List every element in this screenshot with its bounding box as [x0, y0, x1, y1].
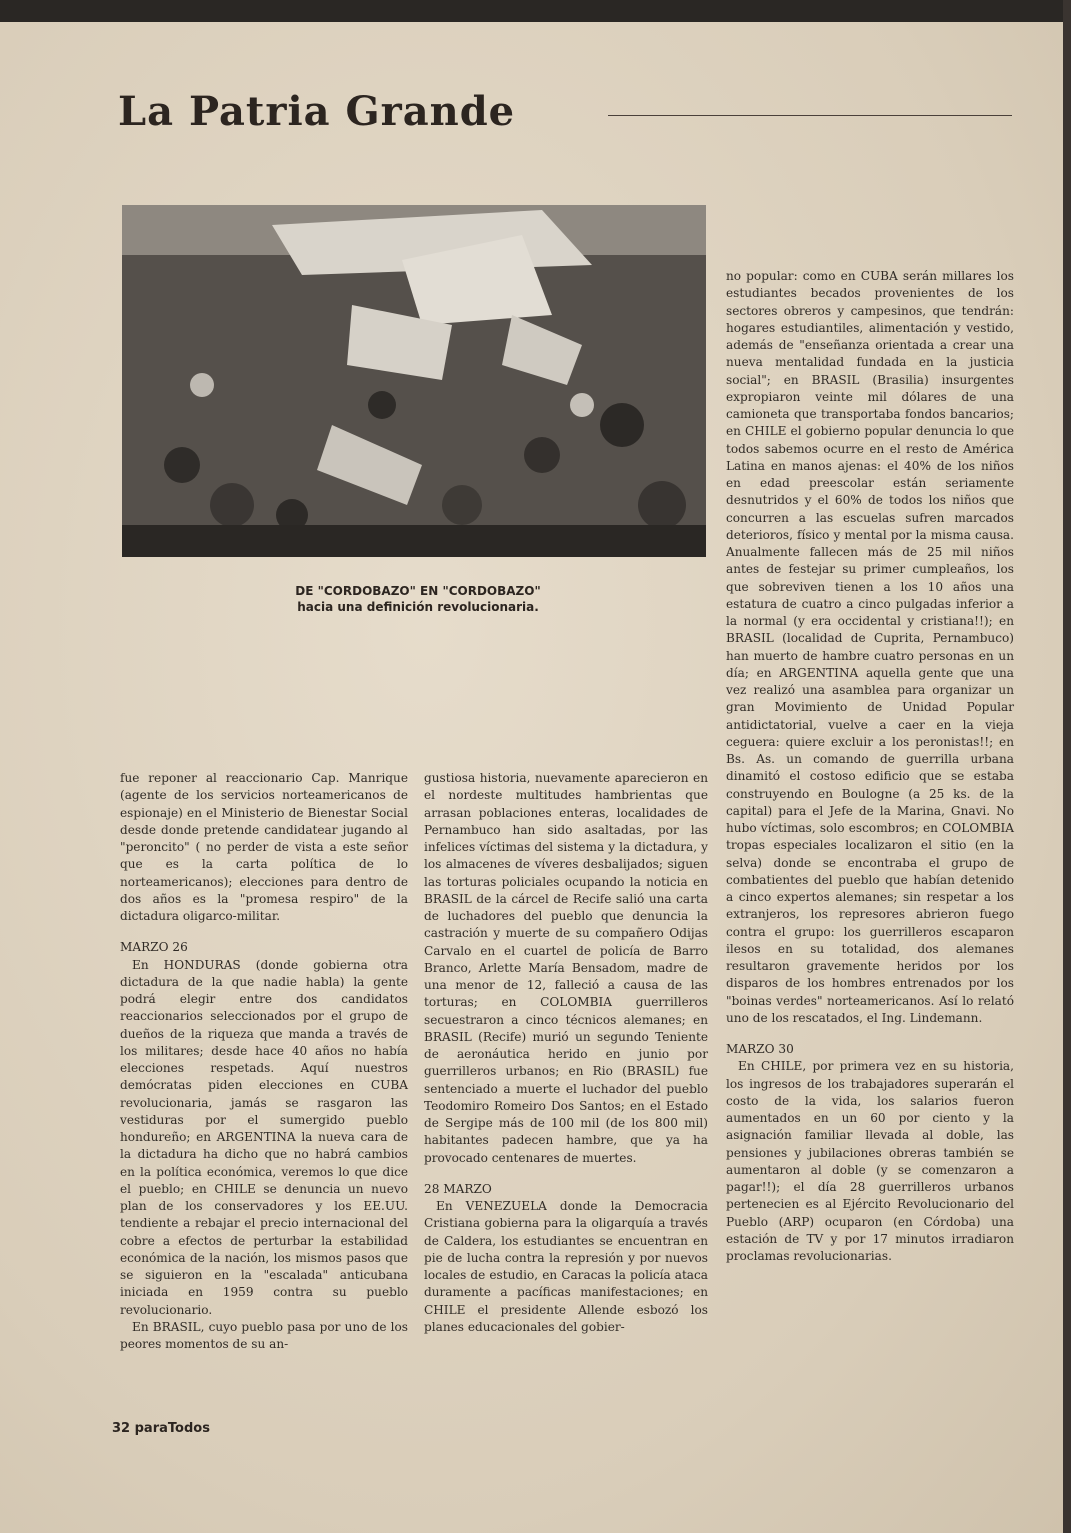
paragraph: En HONDURAS (donde gobierna otra dictadura de la que nadie habla) la gente podrá elegir entre dos candidatos reaccionarios seleccionados por el grupo de dueños de la riqueza que manda a través de los militares; desde hace 40 años no había elecciones respetads. Aquí nuestros demócratas piden elecciones en CUBA revolucionaria, jamás se rasgaron las vestiduras por el sumergido pueblo hondureño; en ARGENTINA la nueva cara de la dictadura ha dicho que no habrá cambios en la política económica, veremos lo que dice el pueblo; en CHILE se denuncia un nuevo plan de los conservadores y los EE.UU. tendiente a rebajar el precio internacional del cobre a efectos de perturbar la estabilidad económica de la nación, los mismos pasos que se siguieron en la "escalada" anticubana iniciada en 1959 contra su pueblo revolucionario.: [120, 957, 408, 1317]
paragraph: En VENEZUELA donde la Democracia Cristiana gobierna para la oligarquía a través de Caldera, los estudiantes se encuentran en pie de lucha contra la represión y por nuevos locales de estudio, en Caracas la policía ataca duramente a pacíficas manifestaciones; en CHILE el presidente Allende esbozó los planes educacionales del gobier-: [424, 1199, 708, 1334]
caption-line-2: hacia una definición revolucionaria.: [297, 600, 539, 614]
text-column-1: [120, 770, 408, 1353]
date-heading: 28 MARZO: [424, 1181, 492, 1196]
paragraph: En CHILE, por primera vez en su historia, los ingresos de los trabajadores superarán el costo de la vida, los salarios fueron aumentados en un 60 por ciento y la asignación familiar llevada al doble, las pensiones y jubilaciones obreras también se aumentaron al doble (y se comenzaron a pagar!!); el día 28 guerrilleros urbanos pertenecien es al Ejército Revolucionario del Pueblo (ARP) ocuparon (en Córdoba) una estación de TV y por 17 minutos irradiaron proclamas revolucionarias.: [726, 1059, 1014, 1263]
paragraph: En BRASIL, cuyo pueblo pasa por uno de los peores momentos de su an-: [120, 1319, 408, 1351]
crowd-photo-illustration: [122, 205, 706, 557]
text-column-3: [726, 268, 1014, 1265]
date-heading: MARZO 26: [120, 940, 188, 955]
paragraph: gustiosa historia, nuevamente aparecieron en el nordeste multitudes hambrientas que arrasan poblaciones enteras, localidades de Pernambuco han sido asaltadas, por las infelices víctimas del sistema y la dictadura, y los almacenes de víveres desbalijados; siguen las torturas policiales ocupando la noticia en BRASIL de la cárcel de Recife salió una carta de luchadores del pueblo que denuncia la castración y muerte de su compañero Odijas Carvalo en el cuartel de policía de Barro Branco, Arlette María Bensadom, madre de una menor de 12, falleció a causa de las torturas; en COLOMBIA guerrilleros secuestraron a cinco técnicos alemanes; en BRASIL (Recife) murió un segundo Teniente de aeronáutica herido en junio por guerrilleros urbanos; en Rio (BRASIL) fue sentenciado a muerte el luchador del pueblo Teodomiro Romeiro Dos Santos; en el Estado de Sergipe más de 100 mil (de los 800 mil) habitantes padecen hambre, que ya ha provocado centenares de muertes.: [424, 771, 708, 1165]
caption-line-1: DE "CORDOBAZO" EN "CORDOBAZO": [295, 584, 541, 598]
text-column-2: [424, 770, 708, 1336]
page-footer: 32 paraTodos: [112, 1421, 210, 1436]
paragraph: no popular: como en CUBA serán millares los estudiantes becados provenientes de los sectores obreros y campesinos, que tendrán: hogares estudiantiles, alimentación y vestido, además de "enseñanza orientada a crear una nueva mentalidad fundada en la justicia social"; en BRASIL (Brasilia) insurgentes expropiaron veinte mil dólares de una camioneta que transportaba fondos bancarios; en CHILE el gobierno popular denuncia lo que todos sabemos ocurre en el resto de América Latina en manos ajenas: el 40% de los niños en edad preescolar están seriamente desnutridos y el 60% de todos los niños que concurren a las escuelas sufren marcados deterioros, físico y mental por la misma causa. Anualmente fallecen más de 25 mil niños antes de festejar su primer cumpleaños, los que sobreviven tienen a los 10 años una estatura de cuatro a cinco pulgadas inferior a la normal (y era occidental y cristiana!!); en BRASIL (localidad de Cuprita, Pernambuco) han muerto de hambre cuatro personas en un día; en ARGENTINA aquella gente que una vez realizó una asamblea para organizar un gran Movimiento de Unidad Popular antidictatorial, vuelve a caer en la vieja ceguera: quiere excluir a los peronistas!!; en Bs. As. un comando de guerrilla urbana dinamitó el costoso edificio que se estaba construyendo en Boulogne (a 25 ks. de la capital) para el Jefe de la Marina, Gnavi. No hubo víctimas, solo escombros; en COLOMBIA tropas especiales localizaron el sitio (en la selva) donde se encontraba el grupo de combatientes del pueblo que habían detenido a cinco expertos alemanes; sin respetar a los extranjeros, los represores abrieron fuego contra el grupo: los guerrilleros escaparon ilesos en su totalidad, dos alemanes resultaron gravemente heridos por los disparos de los hombres entrenados por los "boinas verdes" norteamericanos. Así lo relató uno de los rescatados, el Ing. Lindemann.: [726, 269, 1014, 1025]
title-rule: [608, 115, 1012, 116]
paragraph: fue reponer al reaccionario Cap. Manrique (agente de los servicios norteamericanos de espionaje) en el Ministerio de Bienestar Social desde donde pretende candidatear jugando al "peroncito" ( no perder de vista a este señor que es la carta política de lo norteamericanos); elecciones para dentro de dos años es la "promesa respiro" de la dictadura oligarco-militar.: [120, 771, 408, 923]
protest-photo: [122, 205, 706, 557]
date-heading: MARZO 30: [726, 1042, 794, 1056]
page-title: La Patria Grande: [118, 88, 516, 135]
scan-right-edge: [1063, 0, 1071, 1533]
photo-caption: [188, 583, 648, 615]
scan-top-edge: [0, 0, 1071, 22]
